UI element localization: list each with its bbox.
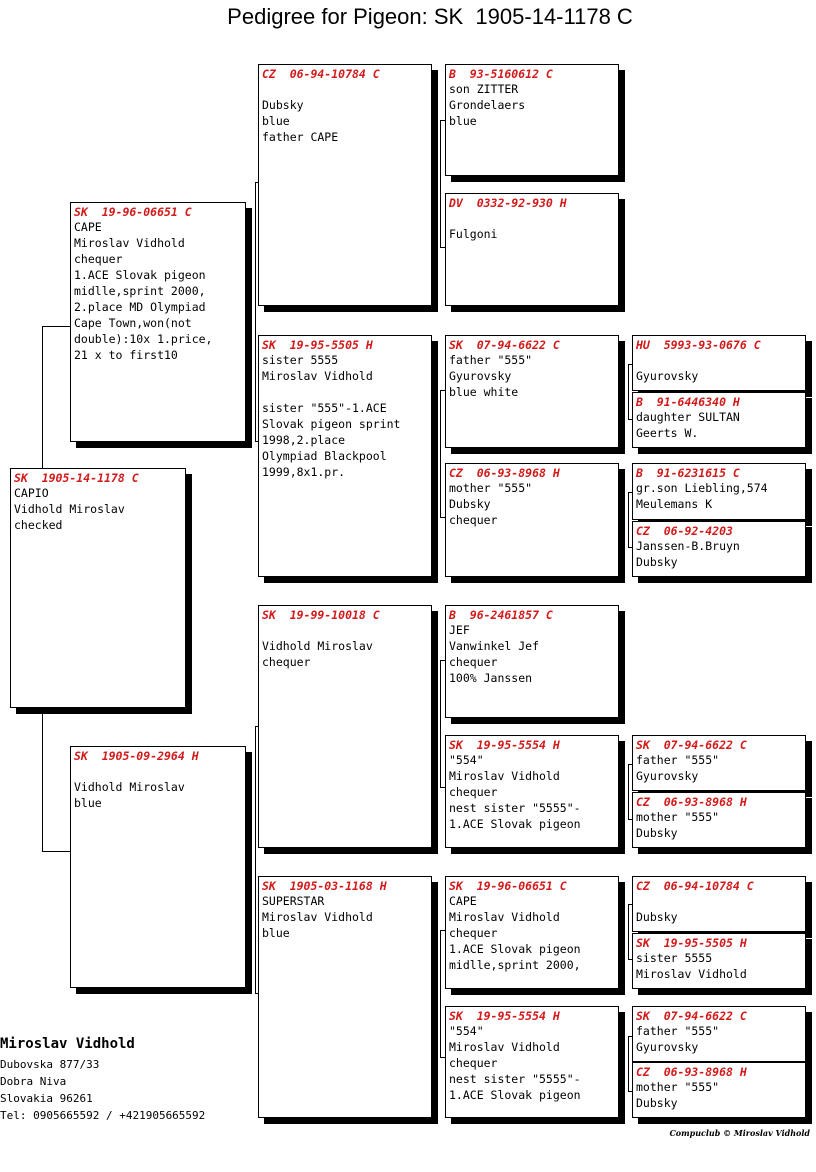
- pigeon-card-sire[interactable]: [70, 202, 246, 442]
- pigeon-card-dam-dam[interactable]: [258, 876, 432, 1118]
- pigeon-detail-line: Miroslav Vidhold: [449, 910, 560, 924]
- ring-number: SK 19-96-06651 C: [74, 205, 192, 219]
- pigeon-detail-line: Miroslav Vidhold: [262, 369, 373, 383]
- pigeon-card-sdss[interactable]: [632, 335, 806, 391]
- pigeon-card-sds[interactable]: [445, 335, 619, 448]
- pigeon-detail-line: Miroslav Vidhold: [74, 236, 185, 250]
- pigeon-detail-line: CAPE: [74, 220, 102, 234]
- pigeon-detail-line: Slovak pigeon sprint: [262, 417, 401, 431]
- pigeon-detail-line: mother "555": [636, 1080, 720, 1094]
- pigeon-detail-line: Vidhold Miroslav: [262, 639, 373, 653]
- pigeon-detail-line: chequer: [449, 926, 498, 940]
- pigeon-detail-line: Olympiad Blackpool: [262, 449, 387, 463]
- pigeon-detail-line: chequer: [449, 655, 498, 669]
- pigeon-detail-line: chequer: [262, 655, 311, 669]
- pigeon-detail-line: [74, 763, 242, 779]
- pigeon-card-ddsd[interactable]: [632, 933, 806, 989]
- pigeon-detail-line: father "555": [636, 753, 720, 767]
- pigeon-card-dsdd[interactable]: [632, 792, 806, 848]
- ring-number: CZ 06-94-10784 C: [636, 879, 754, 893]
- pigeon-detail-line: sister "555"-1.ACE: [262, 401, 387, 415]
- pigeon-detail-line: father "555": [636, 1024, 720, 1038]
- pigeon-detail-line: 1.ACE Slovak pigeon: [449, 942, 581, 956]
- pigeon-detail-line: blue: [262, 926, 290, 940]
- pigeon-detail-line: mother "555": [449, 481, 533, 495]
- pigeon-detail-line: Dubsky: [449, 497, 491, 511]
- breeder-name: Miroslav Vidhold: [0, 1036, 135, 1052]
- ring-number: SK 19-95-5554 H: [449, 738, 560, 752]
- pigeon-card-dam[interactable]: [70, 746, 246, 988]
- ring-number: SK 19-96-06651 C: [449, 879, 567, 893]
- pigeon-card-sdd[interactable]: [445, 463, 619, 577]
- ring-number: SK 19-95-5554 H: [449, 1009, 560, 1023]
- pigeon-detail-line: son ZITTER: [449, 82, 519, 96]
- breeder-info: [0, 1036, 205, 1124]
- breeder-country: Slovakia 96261: [0, 1092, 93, 1105]
- pigeon-detail-line: chequer: [449, 1056, 498, 1070]
- pigeon-card-sddd[interactable]: [632, 521, 806, 577]
- pigeon-card-ssd[interactable]: [445, 193, 619, 306]
- pigeon-detail-line: chequer: [449, 785, 498, 799]
- pigeon-card-sdsd[interactable]: [632, 392, 806, 448]
- pigeon-detail-line: Gyurovsky: [449, 369, 512, 383]
- pigeon-detail-line: chequer: [449, 513, 498, 527]
- pigeon-card-dds[interactable]: [445, 876, 619, 989]
- pigeon-detail-line: midlle,sprint 2000,: [74, 284, 206, 298]
- pigeon-card-ddds[interactable]: [632, 1006, 806, 1062]
- pigeon-detail-line: Dubsky: [636, 910, 678, 924]
- pigeon-detail-line: Dubsky: [636, 555, 678, 569]
- pigeon-detail-line: nest sister "5555"-: [449, 1072, 581, 1086]
- pigeon-detail-line: CAPE: [449, 894, 477, 908]
- pigeon-detail-line: 21 x to first10: [74, 348, 178, 362]
- page-title: Pedigree for Pigeon: SK 1905-14-1178 C: [227, 4, 633, 29]
- pigeon-detail-line: [636, 893, 802, 909]
- ring-number: B 93-5160612 C: [449, 67, 553, 81]
- footer-credit: Compuclub © Miroslav Vidhold: [669, 1128, 810, 1138]
- pigeon-detail-line: Grondelaers: [449, 98, 526, 112]
- pigeon-detail-line: "554": [449, 1024, 484, 1038]
- pigeon-detail-line: [262, 384, 428, 400]
- ring-number: B 91-6446340 H: [636, 395, 740, 409]
- pigeon-detail-line: Geerts W.: [636, 426, 699, 440]
- pigeon-detail-line: Gyurovsky: [636, 369, 699, 383]
- pigeon-card-dddd[interactable]: [632, 1062, 806, 1118]
- pigeon-detail-line: CAPIO: [14, 486, 49, 500]
- ring-number: SK 19-95-5505 H: [262, 338, 373, 352]
- pigeon-card-dsd[interactable]: [445, 735, 619, 848]
- ring-number: SK 07-94-6622 C: [636, 738, 747, 752]
- pigeon-detail-line: chequer: [74, 252, 123, 266]
- pigeon-detail-line: Fulgoni: [449, 227, 498, 241]
- pigeon-detail-line: sister 5555: [262, 353, 339, 367]
- breeder-street: Dubovska 877/33: [0, 1058, 100, 1071]
- pigeon-detail-line: 1.ACE Slovak pigeon: [449, 1088, 581, 1102]
- pigeon-detail-line: [636, 352, 802, 368]
- pigeon-detail-line: [449, 210, 615, 226]
- pigeon-detail-line: 1998,2.place: [262, 433, 346, 447]
- ring-number: CZ 06-94-10784 C: [262, 67, 380, 81]
- pigeon-card-dsds[interactable]: [632, 735, 806, 791]
- ring-number: CZ 06-93-8968 H: [449, 466, 560, 480]
- pigeon-detail-line: father "555": [449, 353, 533, 367]
- pigeon-detail-line: Janssen-B.Bruyn: [636, 539, 740, 553]
- ring-number: SK 07-94-6622 C: [636, 1009, 747, 1023]
- pigeon-detail-line: blue: [262, 114, 290, 128]
- pigeon-detail-line: blue white: [449, 385, 519, 399]
- pigeon-detail-line: Dubsky: [636, 826, 678, 840]
- breeder-phone: Tel: 0905665592 / +421905665592: [0, 1109, 206, 1122]
- ring-number: SK 19-99-10018 C: [262, 608, 380, 622]
- pigeon-card-ddss[interactable]: [632, 876, 806, 932]
- pigeon-detail-line: Cape Town,won(not: [74, 316, 192, 330]
- pigeon-card-sdds[interactable]: [632, 463, 806, 520]
- pigeon-card-subject[interactable]: [10, 468, 186, 708]
- ring-number: B 91-6231615 C: [636, 466, 740, 480]
- ring-number: CZ 06-92-4203: [636, 524, 733, 538]
- pigeon-card-dam-sire[interactable]: [258, 605, 432, 848]
- pigeon-detail-line: Miroslav Vidhold: [262, 910, 373, 924]
- pigeon-detail-line: Dubsky: [262, 98, 304, 112]
- ring-number: CZ 06-93-8968 H: [636, 795, 747, 809]
- pigeon-detail-line: 2.place MD Olympiad: [74, 300, 206, 314]
- ring-number: SK 1905-03-1168 H: [262, 879, 387, 893]
- ring-number: SK 1905-09-2964 H: [74, 749, 199, 763]
- pigeon-detail-line: 1.ACE Slovak pigeon: [449, 817, 581, 831]
- pigeon-detail-line: Meulemans K: [636, 497, 713, 511]
- pigeon-detail-line: blue: [449, 114, 477, 128]
- pigeon-detail-line: Vidhold Miroslav: [74, 780, 185, 794]
- pigeon-detail-line: 1.ACE Slovak pigeon: [74, 268, 206, 282]
- ring-number: CZ 06-93-8968 H: [636, 1065, 747, 1079]
- pigeon-detail-line: Vidhold Miroslav: [14, 502, 125, 516]
- ring-number: DV 0332-92-930 H: [449, 196, 567, 210]
- pigeon-card-dss[interactable]: [445, 605, 619, 718]
- pigeon-detail-line: double):10x 1.price,: [74, 332, 213, 346]
- pigeon-detail-line: midlle,sprint 2000,: [449, 958, 581, 972]
- pigeon-detail-line: sister 5555: [636, 951, 713, 965]
- ring-number: SK 07-94-6622 C: [449, 338, 560, 352]
- pigeon-detail-line: Gyurovsky: [636, 1040, 699, 1054]
- pigeon-card-ddd[interactable]: [445, 1006, 619, 1118]
- pigeon-detail-line: checked: [14, 518, 63, 532]
- ring-number: SK 19-95-5505 H: [636, 936, 747, 950]
- pigeon-detail-line: daughter SULTAN: [636, 410, 740, 424]
- pigeon-detail-line: "554": [449, 753, 484, 767]
- pigeon-detail-line: 100% Janssen: [449, 671, 533, 685]
- pigeon-detail-line: Miroslav Vidhold: [449, 1040, 560, 1054]
- pigeon-detail-line: 1999,8x1.pr.: [262, 465, 346, 479]
- pigeon-detail-line: Dubsky: [636, 1096, 678, 1110]
- pigeon-detail-line: [262, 622, 428, 638]
- pigeon-detail-line: mother "555": [636, 810, 720, 824]
- pigeon-detail-line: Vanwinkel Jef: [449, 639, 540, 653]
- ring-number: SK 1905-14-1178 C: [14, 471, 139, 485]
- pigeon-detail-line: gr.son Liebling,574: [636, 481, 768, 495]
- pigeon-detail-line: JEF: [449, 623, 470, 637]
- pigeon-detail-line: Gyurovsky: [636, 769, 699, 783]
- pigeon-card-sire-dam[interactable]: [258, 335, 432, 577]
- pigeon-detail-line: Miroslav Vidhold: [449, 769, 560, 783]
- pigeon-detail-line: father CAPE: [262, 130, 339, 144]
- ring-number: B 96-2461857 C: [449, 608, 553, 622]
- pigeon-detail-line: Miroslav Vidhold: [636, 967, 747, 981]
- pigeon-detail-line: SUPERSTAR: [262, 894, 325, 908]
- pigeon-detail-line: blue: [74, 796, 102, 810]
- pigeon-detail-line: nest sister "5555"-: [449, 801, 581, 815]
- breeder-city: Dobra Niva: [0, 1075, 67, 1088]
- ring-number: HU 5993-93-0676 C: [636, 338, 761, 352]
- pigeon-card-sire-sire[interactable]: [258, 64, 432, 306]
- pigeon-detail-line: [262, 81, 428, 97]
- pigeon-card-sss[interactable]: [445, 64, 619, 176]
